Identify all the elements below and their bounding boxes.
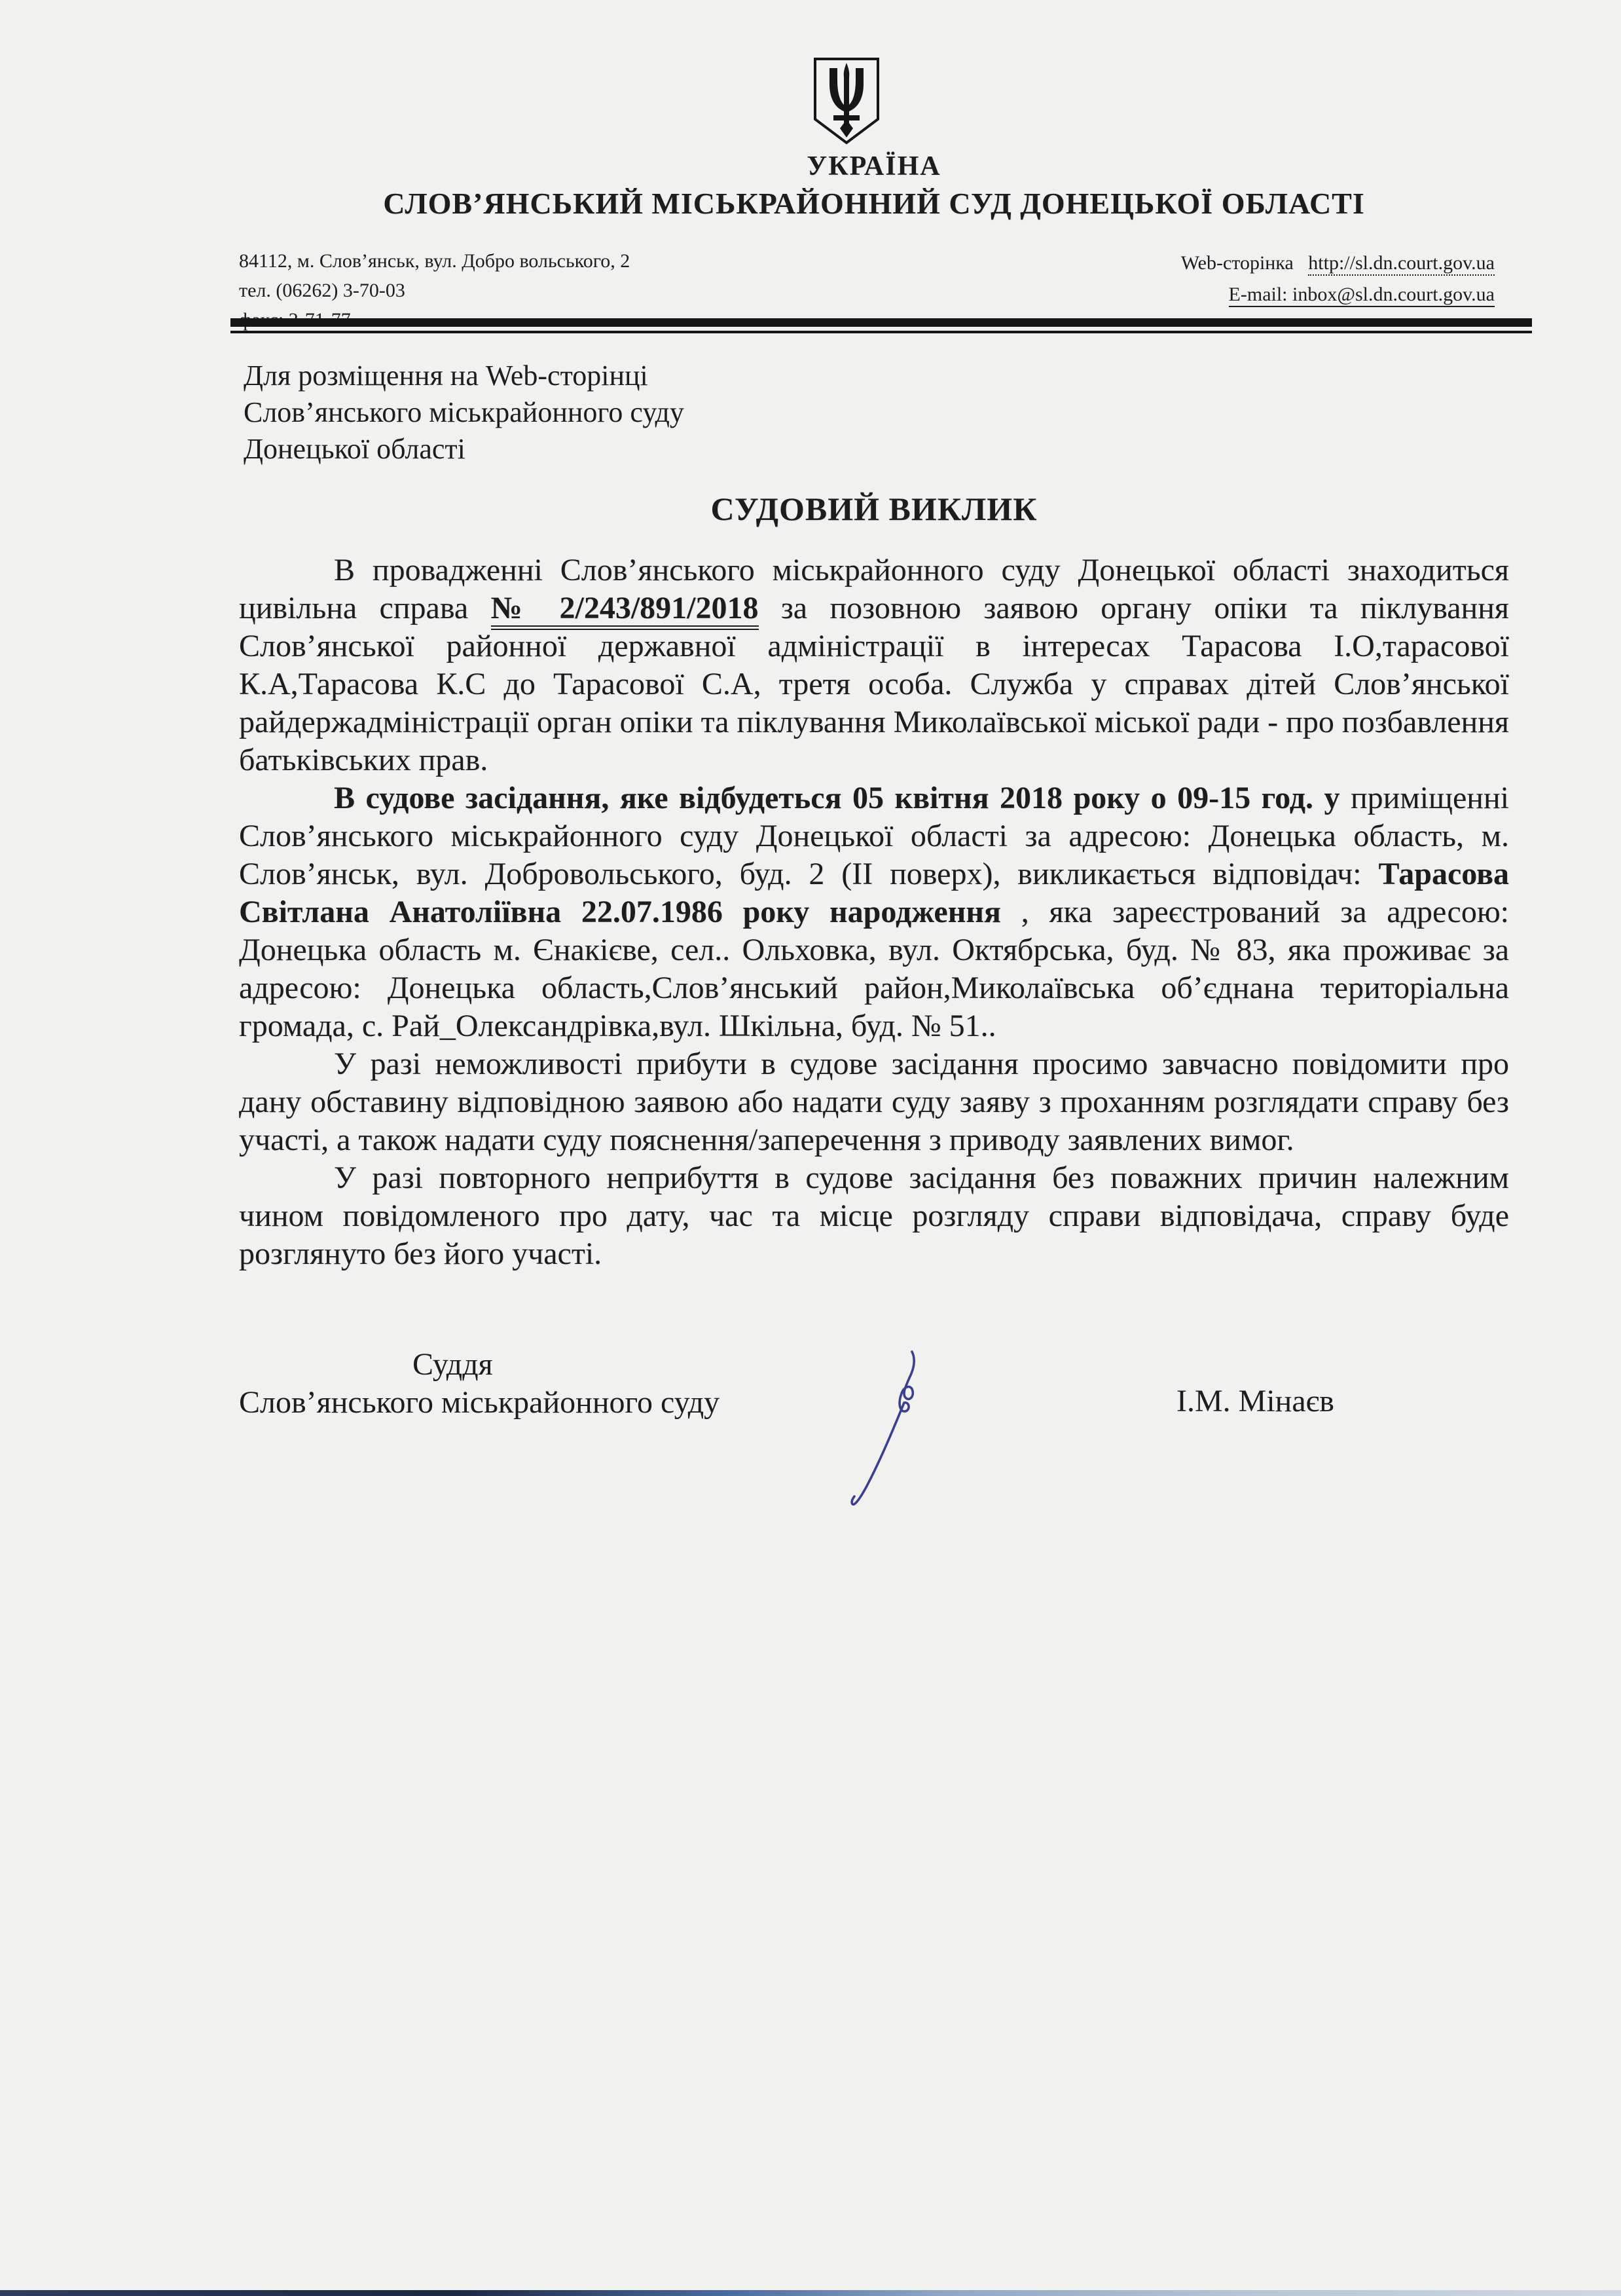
- body-text-segment: В судове засідання, яке відбудеться 05 квітня 2018 року о 09-15 год. у: [334, 781, 1351, 815]
- body-paragraph: [239, 551, 1509, 779]
- body-paragraph: [239, 1159, 1509, 1273]
- court-web-line: [239, 248, 1495, 279]
- body-text-segment: У разі неможливості прибути в судове засідання просимо завчасно повідомити про дану обставину відповідною заявою або надати суду заяву з проханням розглядати справу без участі, а також надати суду пояснення/заперечення з приводу заявлених вимог.: [239, 1046, 1509, 1157]
- court-address: 84112, м. Слов’янськ, вул. Добро вольського, 2: [239, 250, 630, 272]
- judge-court-label: Слов’янського міськрайонного суду: [239, 1385, 720, 1420]
- recipient-note-line: Донецької області: [244, 433, 465, 465]
- web-url: http://sl.dn.court.gov.ua: [1308, 252, 1495, 276]
- ukraine-trident-emblem-icon: [812, 56, 881, 147]
- judge-name: І.М. Мінаєв: [1176, 1384, 1334, 1418]
- court-email-line: [239, 279, 1495, 310]
- body-text-segment: У разі повторного неприбуття в судове засідання без поважних причин належним чином повідомленого про дату, час та місце розгляду справи відповідача, справу буде розглянуто без його участі.: [239, 1160, 1509, 1271]
- recipient-note: [244, 358, 684, 468]
- recipient-note-line: Слов’янського міськрайонного суду: [244, 396, 684, 428]
- body-text-segment: № 2/243/891/2018: [491, 591, 759, 630]
- body-text-segment: приміщенні Слов’янського міськрайонного суду Донецької області за адресою: Донецька область, м. Слов’янськ, вул. Добровольського, буд. 2 (ІІ поверх), викликається відповідач:: [239, 781, 1509, 891]
- body-text-segment: Тарасова Світлана Анатоліївна 22.07.1986 року народження: [239, 857, 1509, 929]
- web-label: Web-сторінка: [1180, 252, 1294, 274]
- header-separator-thin: [230, 331, 1532, 333]
- body-text-segment: за позовною заявою органу опіки та піклування Слов’янської районної державної адміністрації в інтересах Тарасова І.О,тарасової К.А,Тарасова К.С до Тарасової С.А, третя особа. Служба у справах дітей Слов’янської райдержадміністрації орган опіки та піклування Миколаївської міської ради - про позбавлення батьківських прав.: [239, 591, 1510, 777]
- body-paragraph: [239, 779, 1509, 1045]
- handwritten-signature-icon: [835, 1346, 972, 1510]
- body-text-segment: В провадженні Слов’янського міськрайонного суду Донецької області знаходиться цивільна справа: [239, 553, 1509, 625]
- page-title: СУДОВИЙ ВИКЛИК: [710, 491, 1038, 527]
- court-phone: тел. (06262) 3-70-03: [239, 280, 405, 301]
- court-name: СЛОВ’ЯНСЬКИЙ МІСЬКРАЙОННИЙ СУД ДОНЕЦЬКОЇ ОБЛАСТІ: [383, 187, 1365, 220]
- scanner-edge-strip: [0, 2290, 1621, 2296]
- body-text-segment: , яка зареєстрований за адресою: Донецька область м. Єнакієве, сел.. Ольховка, вул. Октябрська, буд. № 83, яка проживає за адресою: Донецька область,Слов’янський район,Миколаївська об’єднана територіальна громада, с. Рай_Олександрівка,вул. Шкільна, буд. № 51..: [239, 895, 1510, 1043]
- document-body: [239, 551, 1509, 1273]
- header-separator-thick: [230, 318, 1532, 327]
- body-paragraph: [239, 1045, 1509, 1159]
- court-contacts-right: [239, 248, 1495, 310]
- email-address: E-mail: inbox@sl.dn.court.gov.ua: [1229, 284, 1495, 307]
- recipient-note-line: Для розміщення на Web-сторінці: [244, 360, 648, 392]
- judge-role-label: Суддя: [412, 1347, 493, 1382]
- country-name: УКРАЇНА: [807, 151, 941, 181]
